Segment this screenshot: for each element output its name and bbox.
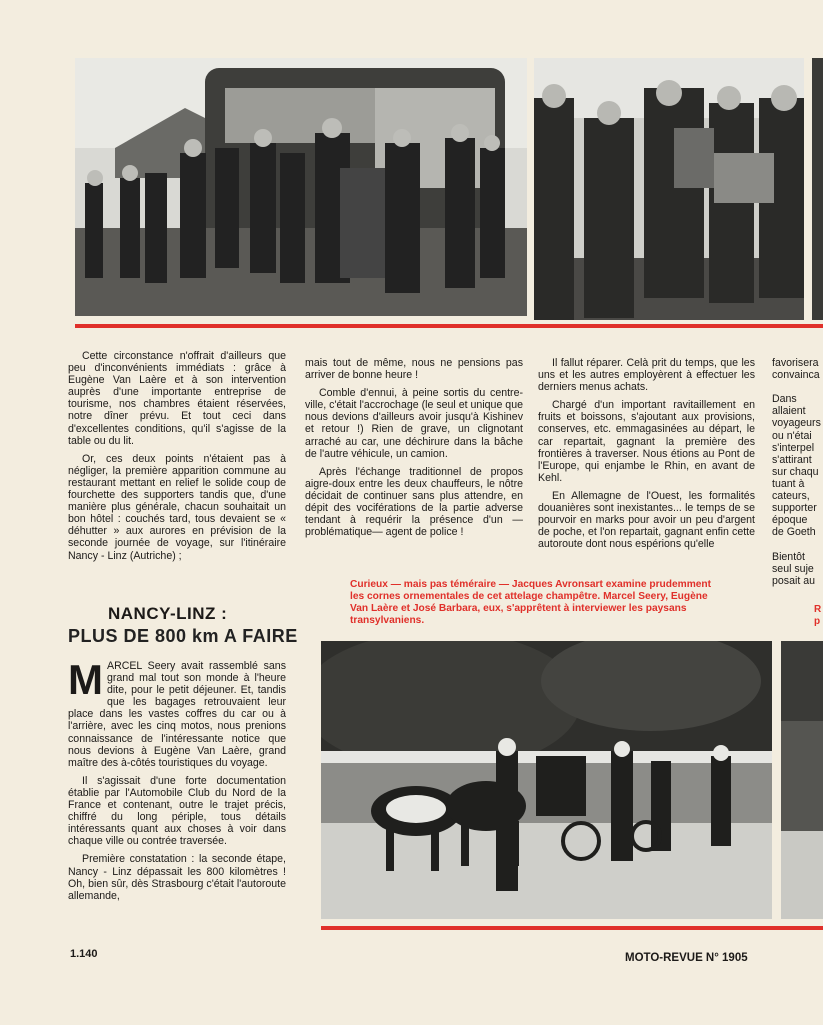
column-2 [305, 357, 523, 544]
cropped-line: s'interpel [772, 441, 815, 454]
cropped-caption-fragment: R p [814, 604, 822, 627]
paragraph: En Allemagne de l'Ouest, les formalités douanières sont inexistantes... le temps de se pourvoir en marks pour avoir un peu d'argent de poche, et l'on repartait, gagnant enfin cette autoroute dont nous espérions qu'elle [538, 489, 755, 551]
cropped-line: seul suje [772, 562, 814, 575]
column-1 [68, 350, 286, 568]
cropped-line: tuant à [772, 477, 805, 490]
photo-edge-strip [812, 58, 823, 320]
column-3 [538, 357, 755, 556]
paragraph: Chargé d'un important ravitaillement en fruits et boissons, s'ajoutant aux provisions, conserves, etc. emmagasinées au départ, le car repartait, gagnant la première des frontières à traverser. Nous étions au Pont de l'Europe, qui enjambe le Rhin, en avant de Kehl. [538, 399, 755, 484]
column-4-cropped [772, 357, 823, 587]
cropped-line: ou n'étai [772, 429, 812, 442]
cropped-line [772, 381, 823, 393]
paragraph: Comble d'ennui, à peine sortis du centre-ville, c'était l'accrochage (le seul et unique que nous devions d'ailleurs avoir jusqu'à Kishinev et retour !) Rien de grave, un clignotant arraché au car, une déchirure dans la bâche de l'autre véhicule, un camion. [305, 387, 523, 460]
paragraph-dropcap [68, 656, 286, 769]
cropped-line: supporter [772, 502, 817, 515]
photo-caption: Curieux — mais pas téméraire — Jacques Avronsart examine prudemment les cornes ornementales de cet attelage champêtre. Marcel Seery, Eugène Van Laère et José Barbara, eux, s'apprêtent à interviewer les paysans transylvaniens. [350, 579, 712, 626]
cropped-line: époque [772, 514, 808, 527]
cropped-line: Bientôt [772, 550, 805, 563]
paragraph: Cette circonstance n'offrait d'ailleurs que peu d'inconvénients immédiats : grâce à Eugène Van Laère et à son intervention auprès d'une importante entreprise de tourisme, nos chambres étaient réservées, notre dîner prévu. Et tout ceci dans d'excellentes conditions, qu'il s'agisse de la table ou du lit. [68, 350, 286, 447]
page-number: 1.140 [70, 948, 98, 960]
cropped-line: posait au [772, 574, 815, 587]
cropped-line: Dans [772, 393, 797, 406]
paragraph: Première constatation : la seconde étape, Nancy - Linz dépassait les 800 kilomètres ! Oh, bien sûr, dès Strasbourg c'était l'autoroute allemande, [68, 853, 286, 902]
cropped-line: cateurs, [772, 490, 810, 503]
cropped-line: convainca [772, 369, 820, 382]
paragraph: Après l'échange traditionnel de propos aigre-doux entre les deux chauffeurs, le nôtre décidait de continuer sans plus attendre, en dépit des vociférations de la partie adverse tendant à requérir la présence d'un — problématique— agent de police ! [305, 465, 523, 539]
photo-bus-villagers [75, 58, 527, 316]
paragraph: Il fallut réparer. Celà prit du temps, que les uns et les autres employèrent à effectuer les derniers menus achats. [538, 357, 755, 394]
cropped-line: de Goeth [772, 526, 816, 539]
cropped-line [772, 538, 823, 550]
paragraph: Il s'agissait d'une forte documentation établie par l'Automobile Club du Nord de la France et contenant, outre le trajet précis, chiffré du long périple, tous détails intéressants quant aux choses à voir dans chaque ville ou contrée traversée. [68, 774, 286, 848]
cropped-line: voyageurs [772, 417, 821, 430]
section-headline: NANCY-LINZ : [108, 604, 228, 623]
red-rule-top [75, 324, 823, 328]
section-subheadline: PLUS DE 800 km A FAIRE [68, 626, 298, 646]
cropped-line: s'attirant [772, 453, 812, 466]
publication-title: MOTO-REVUE N° 1905 [625, 952, 748, 964]
cropped-line: sur chaqu [772, 465, 819, 478]
paragraph: mais tout de même, nous ne pensions pas arriver de bonne heure ! [305, 357, 523, 382]
paragraph: Or, ces deux points n'étaient pas à négliger, la première apparition commune au restaurant mettant en relief le solide coup de fourchette des supporters tandis que, d'une manière plus générale, chacun souhaitait un bon hôtel : couchés tard, tous devaient se « déhutter » aux aurores en prévision de la seconde journée de voyage, sur l'itinéraire Nancy - Linz (Autriche) ; [68, 452, 286, 562]
column-1-continued [68, 656, 286, 908]
photo-crowd-textiles [534, 58, 804, 320]
photo-oxen-cart [321, 641, 772, 919]
dropcap-letter: M [68, 656, 103, 703]
cropped-line: favorisera [772, 357, 819, 369]
cropped-line: allaient [772, 405, 806, 418]
photo-right-strip [781, 641, 823, 919]
paragraph-text: ARCEL Seery avait rassemblé sans grand mal tout son monde à l'heure dite, pour le petit déjeuner. Et, tandis que les bagages retrouvaient leur place dans les vastes coffres du car ou à l'arrière, avec les cinq motos, nous prenions connaissance de l'intéressante notice que nous devions à Eugène Van Laère, grand maître des à-côtés touristiques du voyage. [68, 660, 286, 769]
red-rule-bottom [321, 926, 823, 930]
